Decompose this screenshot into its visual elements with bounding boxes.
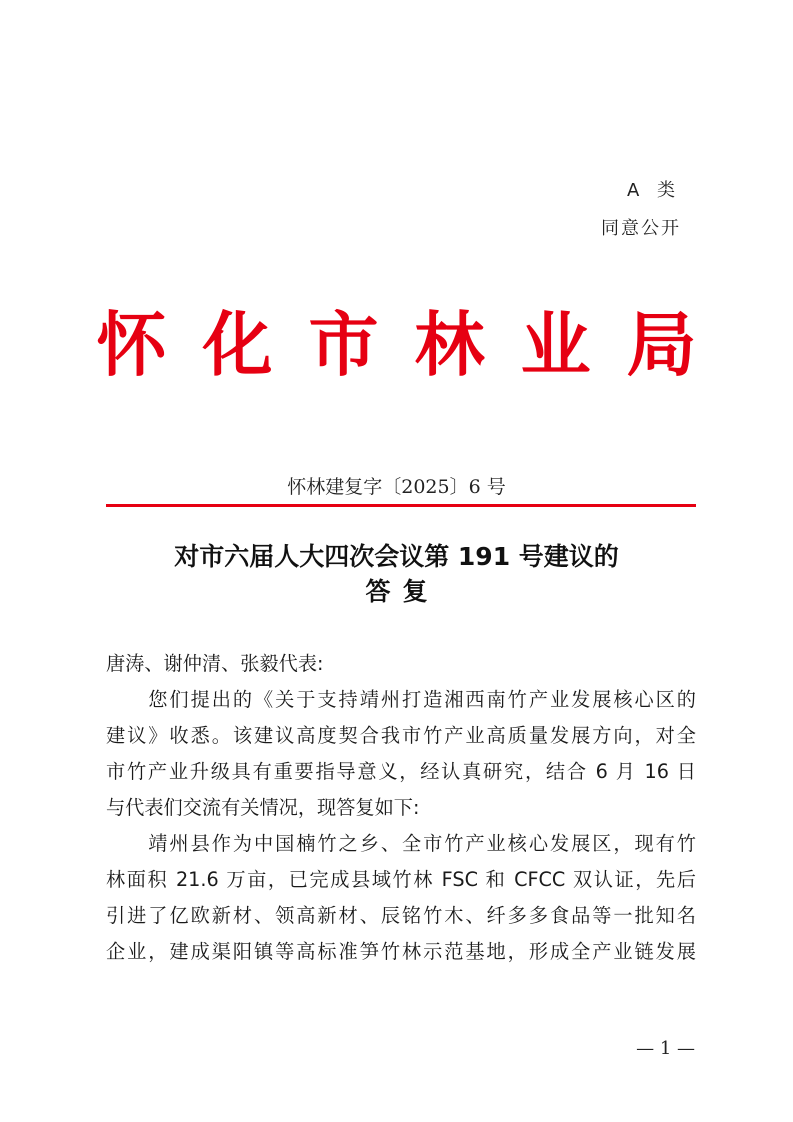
document-number: 怀林建复字〔2025〕6 号 (287, 476, 506, 498)
body-line: 靖州县作为中国楠竹之乡、全市竹产业核心发展区，现有竹 (106, 832, 696, 855)
body-line: 市竹产业升级具有重要指导意义，经认真研究，结合 6 月 16 日 (106, 760, 696, 783)
body-line: 林面积 21.6 万亩，已完成县域竹林 FSC 和 CFCC 双认证，先后 (106, 868, 696, 891)
document-title-line-2: 答复 (365, 577, 440, 606)
body-line: 与代表们交流有关情况，现答复如下: (106, 796, 420, 819)
document-title-line-1: 对市六届人大四次会议第 191 号建议的 (174, 542, 619, 571)
issuer-heading: 怀化市林业局 (96, 304, 733, 386)
disclosure-label: 同意公开 (601, 218, 681, 239)
salutation: 唐涛、谢仲清、张毅代表: (106, 652, 324, 675)
body-line: 您们提出的《关于支持靖州打造湘西南竹产业发展核心区的 (106, 688, 696, 711)
body-line: 引进了亿欧新材、领高新材、辰铭竹木、纤多多食品等一批知名 (106, 904, 696, 927)
body-line: 企业，建成渠阳镇等高标准笋竹林示范基地，形成全产业链发展 (106, 940, 696, 963)
page-number: — 1 — (636, 1038, 695, 1059)
classification-label: A 类 (626, 180, 681, 201)
body-line: 建议》收悉。该建议高度契合我市竹产业高质量发展方向，对全 (106, 724, 696, 747)
red-separator-line (106, 504, 696, 507)
